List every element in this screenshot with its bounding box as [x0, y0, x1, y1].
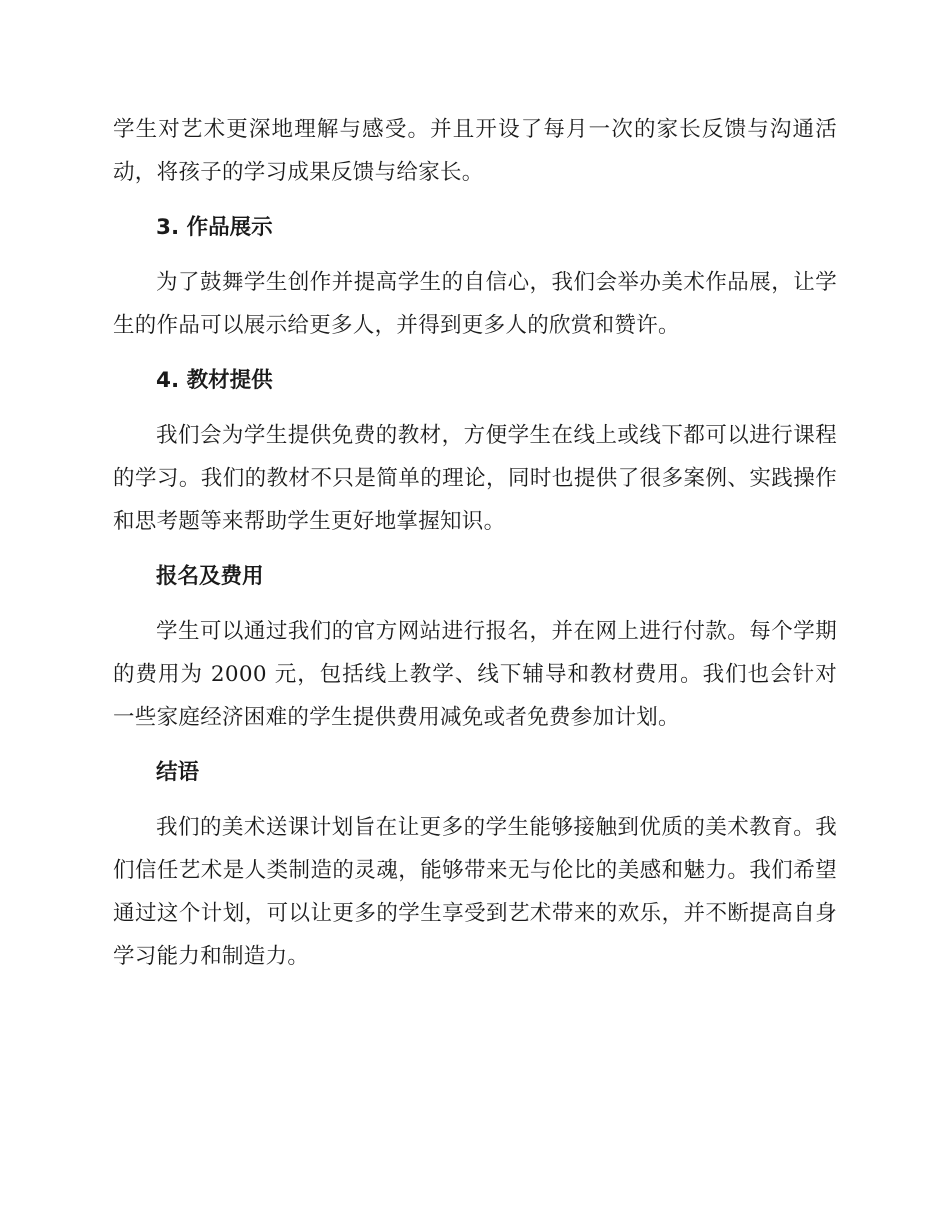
section-heading: 4. 教材提供 — [156, 368, 273, 393]
section-registration-fees — [113, 555, 837, 739]
section-heading: 3. 作品展示 — [156, 215, 273, 240]
section-paragraph: 学生可以通过我们的官方网站进行报名，并在网上进行付款。每个学期的费用为 2000 元，包括线上教学、线下辅导和教材费用。我们也会针对一些家庭经济困难的学生提供费用减免或者免费参加计划。 — [113, 619, 837, 730]
section-paragraph: 我们的美术送课计划旨在让更多的学生能够接触到优质的美术教育。我们信任艺术是人类制造的灵魂，能够带来无与伦比的美感和魅力。我们希望通过这个计划，可以让更多的学生享受到艺术带来的欢乐，并不断提高自身学习能力和制造力。 — [113, 815, 837, 969]
section-heading: 报名及费用 — [156, 564, 264, 589]
section-paragraph: 为了鼓舞学生创作并提高学生的自信心，我们会举办美术作品展，让学生的作品可以展示给更多人，并得到更多人的欣赏和赞许。 — [113, 270, 837, 338]
section-materials — [113, 359, 837, 543]
section-paragraph: 我们会为学生提供免费的教材，方便学生在线上或线下都可以进行课程的学习。我们的教材不只是简单的理论，同时也提供了很多案例、实践操作和思考题等来帮助学生更好地掌握知识。 — [113, 423, 837, 534]
section-heading: 结语 — [156, 760, 200, 785]
document-body — [113, 108, 837, 978]
section-conclusion — [113, 751, 837, 978]
intro-paragraph: 学生对艺术更深地理解与感受。并且开设了每月一次的家长反馈与沟通活动，将孩子的学习成果反馈与给家长。 — [113, 117, 837, 185]
section-works-exhibition — [113, 206, 837, 347]
